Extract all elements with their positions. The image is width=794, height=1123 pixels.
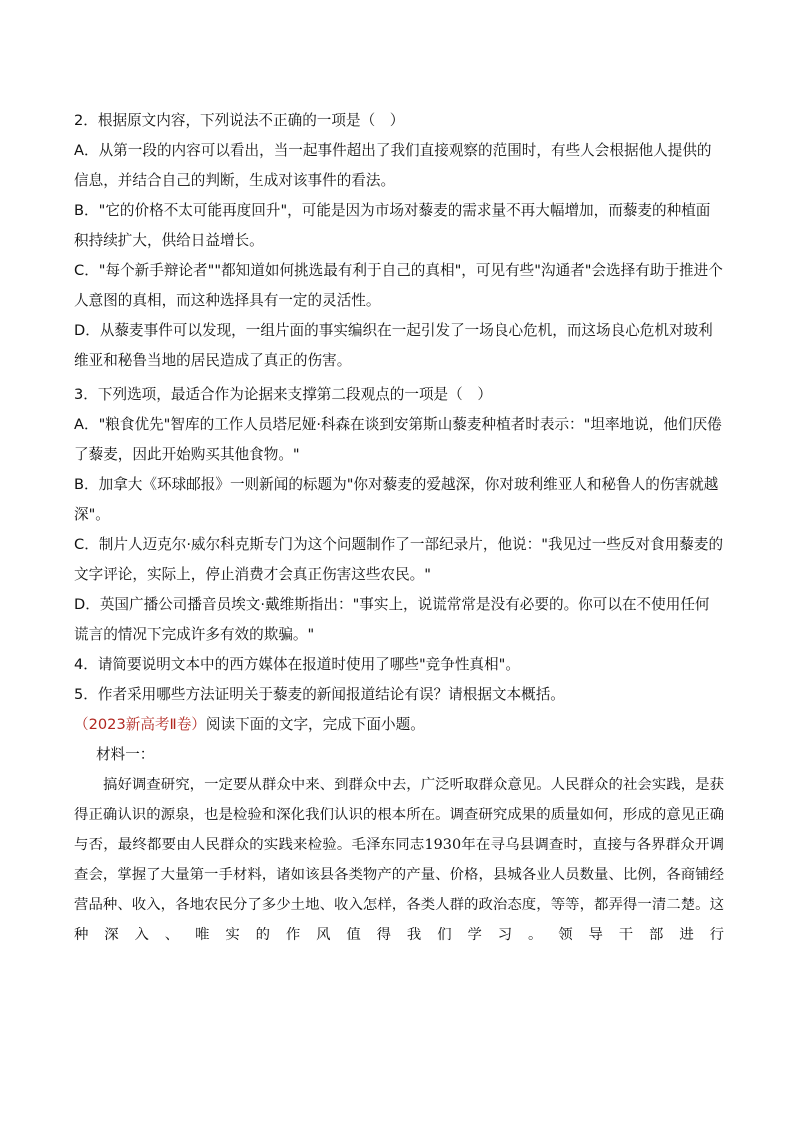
section-heading [74,710,724,740]
section-instruction: 阅读下面的文字，完成下面小题。 [205,716,425,733]
material-one-text: 搞好调查研究，一定要从群众中来、到群众中去，广泛听取群众意见。人民群众的社会实践，是获得正确认识的源泉，也是检验和深化我们认识的根本所在。调查研究成果的质量如何，形成的意见正确与否，最终都要由人民群众的实践来检验。毛泽东同志1930年在寻乌县调查时，直接与各界群众开调查会，掌握了大量第一手材料，诸如该县各类物产的产量、价格，县城各业人员数量、比例，各商铺经营品种、收入，各地农民分了多少土地、收入怎样，各类人群的政治态度，等等，都弄得一清二楚。这种深入、唯实的作风值得我们学习。领导干部进行 [74,777,724,943]
question-3-option-b: B．加拿大《环球邮报》一则新闻的标题为"你对藜麦的爱越深，你对玻利维亚人和秘鲁人的伤害就越深"。 [74,476,719,523]
question-3-option-a: A．"粮食优先"智库的工作人员塔尼娅·科森在谈到安第斯山藜麦种植者时表示："坦率地说，他们厌倦了藜麦，因此开始购买其他食物。" [74,416,722,463]
question-2-option-c: C．"每个新手辩论者""都知道如何挑选最有利于自己的真相"，可见有些"沟通者"会选择有助于推进个人意图的真相，而这种选择具有一定的灵活性。 [74,262,723,309]
question-3-stem: 3．下列选项，最适合作为论据来支撑第二段观点的一项是（ ） [74,386,492,403]
question-5: 5．作者采用哪些方法证明关于藜麦的新闻报道结论有误？请根据文本概括。 [74,686,565,703]
question-3-option-d: D．英国广播公司播音员埃文·戴维斯指出："事实上，说谎常常是没有必要的。你可以在不使用任何谎言的情况下完成许多有效的欺骗。" [74,596,710,643]
question-2-option-b: B．"它的价格不太可能再度回升"，可能是因为市场对藜麦的需求量不再大幅增加，而藜麦的种植面积持续扩大，供给日益增长。 [74,202,711,249]
question-2-option-d: D．从藜麦事件可以发现，一组片面的事实编织在一起引发了一场良心危机，而这场良心危机对玻利维亚和秘鲁当地的居民造成了真正的伤害。 [74,322,713,369]
question-4: 4．请简要说明文本中的西方媒体在报道时使用了哪些"竞争性真相"。 [74,656,520,673]
question-3-option-c: C．制片人迈克尔·威尔科克斯专门为这个问题制作了一部纪录片，他说："我见过一些反对食用藜麦的文字评论，实际上，停止消费才会真正伤害这些农民。" [74,536,724,583]
material-label: 材料一： [96,746,155,763]
document-content [74,102,724,950]
question-2-option-a: A．从第一段的内容可以看出，当一起事件超出了我们直接观察的范围时，有些人会根据他人提供的信息，并结合自己的判断，生成对该事件的看法。 [74,142,712,189]
question-2-stem: 2．根据原文内容，下列说法不正确的一项是（ ） [74,112,405,129]
source-tag: （2023新高考Ⅱ卷） [74,716,206,733]
